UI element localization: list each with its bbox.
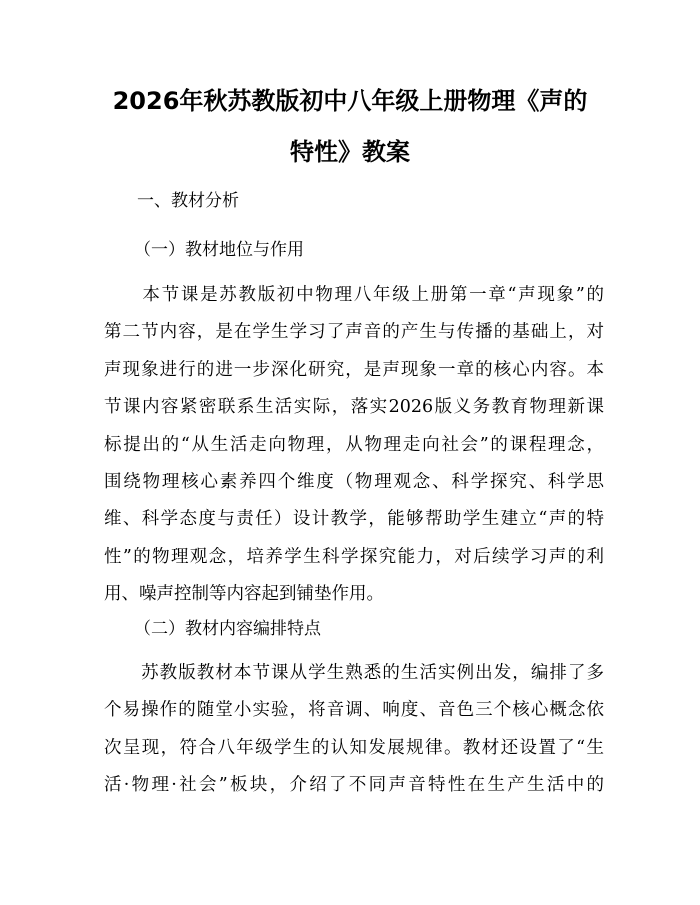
paragraph-line: 节课内容紧密联系生活实际，落实2026版义务教育物理新课	[104, 397, 604, 418]
paragraph-line: 个易操作的随堂小实验，将音调、响度、音色三个核心概念依	[104, 700, 604, 721]
subsection-heading-position-and-role: （一）教材地位与作用	[134, 240, 304, 260]
paragraph-line: 本节课是苏教版初中物理八年级上册第一章“声现象”的	[104, 285, 604, 305]
paragraph-line: 苏教版教材本节课从学生熟悉的生活实例出发，编排了多	[104, 663, 604, 683]
paragraph-line: 声现象进行的进一步深化研究，是声现象一章的核心内容。本	[104, 359, 604, 380]
document-title-line-2: 特性》教案	[290, 138, 410, 166]
section-heading-textbook-analysis: 一、教材分析	[137, 191, 239, 211]
paragraph-line: 围绕物理核心素养四个维度（物理观念、科学探究、科学思	[104, 472, 604, 492]
paragraph-line: 第二节内容，是在学生学习了声音的产生与传播的基础上，对	[104, 322, 604, 343]
paragraph-line: 次呈现，符合八年级学生的认知发展规律。教材还设置了“生	[104, 737, 604, 758]
paragraph-line: 活·物理·社会”板块，介绍了不同声音特性在生产生活中的	[104, 775, 604, 796]
subsection-heading-content-arrangement: （二）教材内容编排特点	[134, 619, 321, 639]
paragraph-line: 标提出的“从生活走向物理，从物理走向社会”的课程理念，	[104, 434, 604, 455]
paragraph-line: 用、噪声控制等内容起到铺垫作用。	[104, 584, 384, 605]
document-title-line-1: 2026年秋苏教版初中八年级上册物理《声的	[112, 87, 588, 115]
paragraph-line: 性”的物理观念，培养学生科学探究能力，对后续学习声的利	[104, 546, 604, 567]
paragraph-line: 维、科学态度与责任）设计教学，能够帮助学生建立“声的特	[104, 509, 604, 530]
